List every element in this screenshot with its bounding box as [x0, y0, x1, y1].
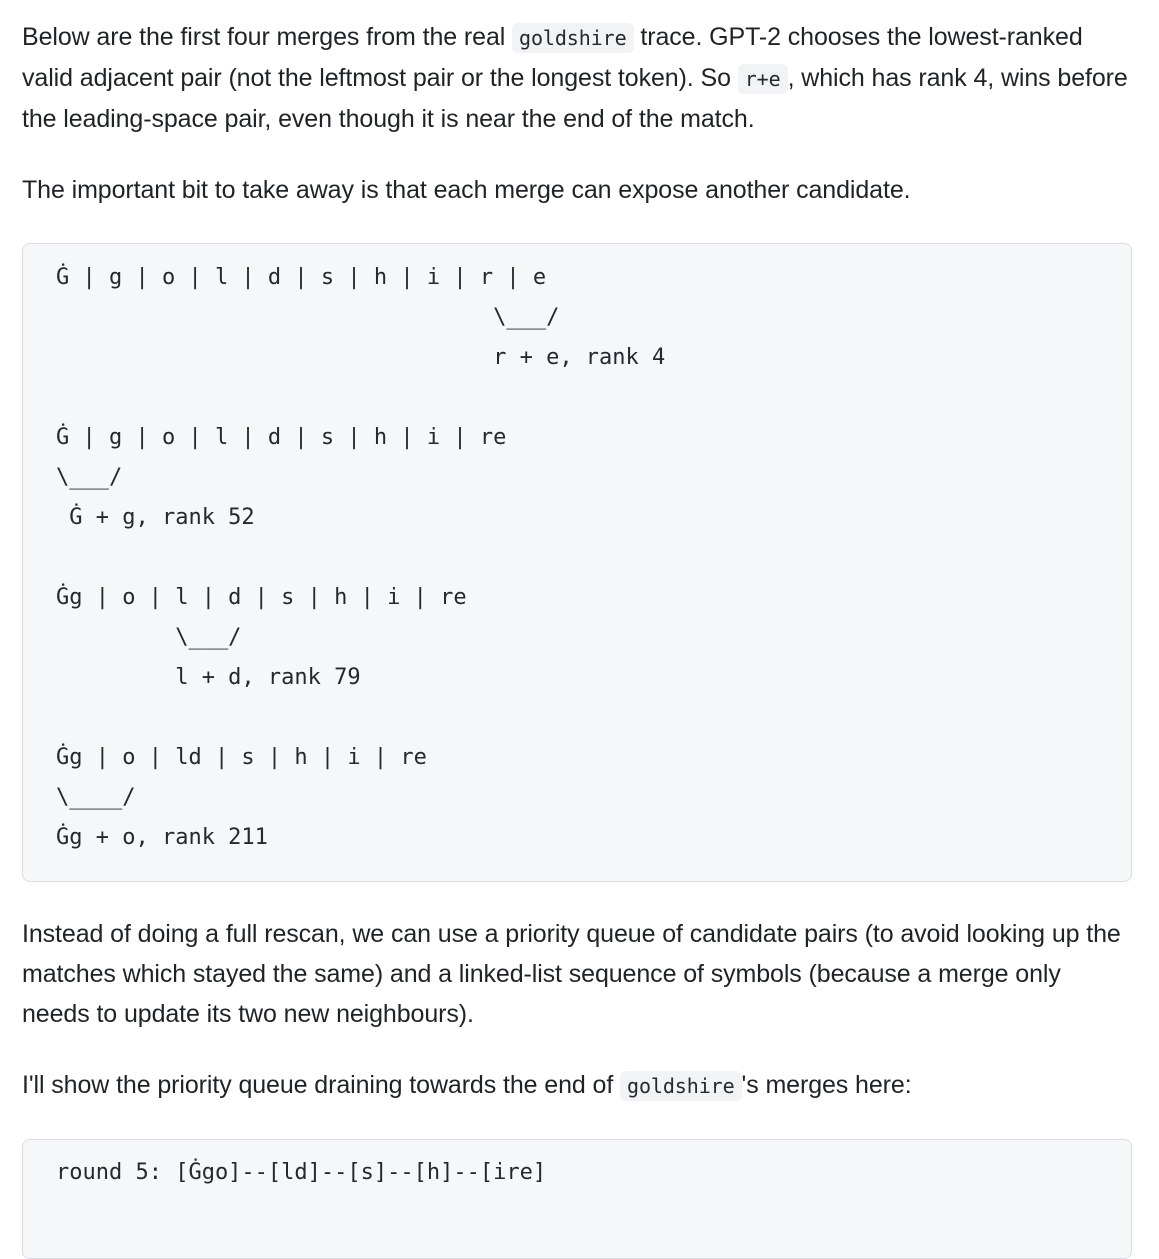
- trace-line: r + e, rank 4: [493, 345, 666, 370]
- intro-text-2: trace. GPT-2 chooses the lowest-ranked valid adjacent pair (not the leftmost pair or the longest token). So: [22, 23, 1083, 92]
- trace-line: Ġ + g, rank 52: [69, 505, 255, 530]
- trace-line: \____/: [56, 785, 136, 810]
- takeaway-paragraph: The important bit to take away is that each merge can expose another candidate.: [22, 176, 911, 204]
- priority-queue-paragraph: Instead of doing a full rescan, we can use a priority queue of candidate pairs (to avoid looking up the matches which stayed the same) and a linked-list sequence of symbols (because a merge only needs to update its two new neighbours).: [22, 920, 1121, 1028]
- trace-line: Ġ | g | o | l | d | s | h | i | re: [56, 425, 507, 450]
- queue-intro-paragraph: [22, 1065, 1134, 1106]
- intro-text-1: Below are the first four merges from the real: [22, 23, 513, 51]
- priority-queue-text: [56, 1153, 546, 1193]
- queue-line: round 5: [Ġgo]--[ld]--[s]--[h]--[ire]: [56, 1160, 547, 1185]
- merge-trace-code-block: [22, 243, 1132, 882]
- trace-line: \___/: [493, 305, 560, 330]
- trace-line: \___/: [56, 465, 123, 490]
- inline-code-goldshire: goldshire: [512, 23, 633, 53]
- trace-line: \___/: [175, 625, 242, 650]
- inline-code-r-plus-e: r+e: [738, 64, 788, 94]
- trace-line: Ġg + o, rank 211: [56, 825, 268, 850]
- inline-code-goldshire-2: goldshire: [620, 1071, 741, 1101]
- trace-line: l + d, rank 79: [175, 665, 361, 690]
- trace-line: Ġ | g | o | l | d | s | h | i | r | e: [56, 265, 547, 290]
- trace-line: Ġg | o | ld | s | h | i | re: [56, 745, 427, 770]
- show-text-2: 's merges here:: [741, 1071, 912, 1099]
- show-text-1: I'll show the priority queue draining towards the end of: [22, 1071, 621, 1099]
- intro-text-3: , which has rank 4, wins before the leading-space pair, even though it is near the end of the match.: [22, 64, 1128, 133]
- intro-paragraph: [22, 17, 1134, 139]
- trace-line: Ġg | o | l | d | s | h | i | re: [56, 585, 467, 610]
- priority-queue-code-block: [22, 1139, 1132, 1259]
- merge-trace-text: [56, 258, 665, 858]
